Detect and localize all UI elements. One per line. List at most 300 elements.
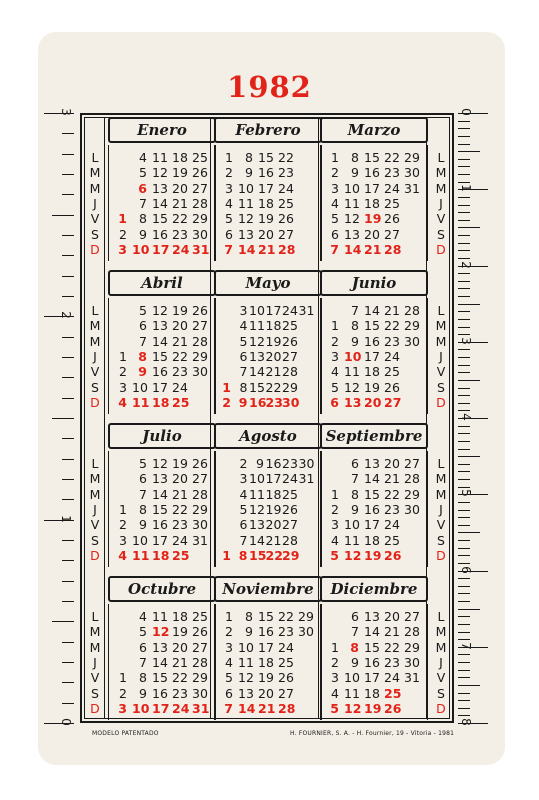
day-cell: 14 bbox=[249, 532, 265, 548]
day-cell: 9 bbox=[351, 654, 359, 670]
day-cell: 8 bbox=[351, 318, 359, 334]
weekday-letter-right: V bbox=[436, 364, 446, 380]
day-cell: 3 bbox=[119, 379, 127, 395]
day-cell: 25 bbox=[384, 364, 400, 380]
day-cell: 12 bbox=[152, 624, 170, 640]
weekday-letter-left: M bbox=[89, 486, 101, 502]
month-name: Diciembre bbox=[320, 576, 428, 602]
day-cell: 27 bbox=[192, 471, 208, 487]
day-cell: 12 bbox=[344, 211, 360, 227]
ruler-tick bbox=[458, 212, 470, 213]
weekday-letter-right: S bbox=[437, 226, 445, 242]
day-cell: 11 bbox=[152, 150, 168, 165]
ruler-tick bbox=[458, 449, 470, 450]
ruler-label: 0 bbox=[58, 718, 73, 726]
weekday-letter-left: M bbox=[89, 318, 101, 334]
day-cell: 13 bbox=[364, 609, 380, 624]
day-cell: 16 bbox=[364, 654, 380, 670]
day-cell: 8 bbox=[238, 547, 248, 563]
day-cell: 29 bbox=[404, 318, 420, 334]
day-cell: 30 bbox=[192, 226, 208, 242]
day-cell: 31 bbox=[192, 241, 210, 257]
weekday-letter-right: S bbox=[437, 532, 445, 548]
month-name: Julio bbox=[108, 423, 216, 449]
day-cell: 23 bbox=[384, 333, 400, 349]
day-cell: 11 bbox=[344, 195, 360, 211]
weekday-letter-right: V bbox=[436, 211, 446, 227]
day-cell: 13 bbox=[249, 348, 265, 364]
ruler-tick bbox=[52, 418, 74, 419]
weekday-letter-right: D bbox=[436, 394, 446, 410]
day-cell: 21 bbox=[172, 486, 188, 502]
ruler-tick bbox=[458, 487, 470, 488]
day-cell: 30 bbox=[192, 364, 208, 380]
day-cell: 14 bbox=[238, 241, 256, 257]
day-cell: 28 bbox=[282, 532, 298, 548]
day-cell: 3 bbox=[239, 471, 248, 487]
day-cell: 12 bbox=[344, 379, 360, 395]
day-cell: 14 bbox=[152, 333, 168, 349]
day-cell: 14 bbox=[364, 471, 380, 487]
day-cell: 20 bbox=[172, 318, 188, 334]
ruler-tick bbox=[62, 499, 74, 500]
ruler-tick bbox=[62, 255, 74, 256]
weekday-letter-right: M bbox=[435, 180, 447, 196]
day-cell: 27 bbox=[282, 517, 298, 533]
day-cell: 22 bbox=[265, 379, 282, 395]
day-cell: 2 bbox=[222, 394, 231, 410]
day-cell: 1 bbox=[331, 150, 339, 165]
day-cell: 22 bbox=[265, 547, 283, 563]
day-cell: 10 bbox=[344, 670, 360, 686]
weekday-letter-left: S bbox=[91, 379, 99, 395]
weekday-letter-left: M bbox=[89, 471, 101, 487]
ruler-tick bbox=[458, 311, 470, 312]
weekday-letter-right: L bbox=[437, 150, 445, 165]
day-cell: 25 bbox=[282, 486, 298, 502]
day-cell: 3 bbox=[118, 241, 127, 257]
ruler-label: 7 bbox=[458, 641, 473, 650]
day-cell: 1 bbox=[119, 670, 127, 686]
day-cell: 2 bbox=[225, 624, 233, 640]
day-cell: 20 bbox=[172, 639, 188, 655]
day-cell: 31 bbox=[298, 303, 315, 318]
day-cell: 23 bbox=[282, 456, 298, 471]
ruler-tick bbox=[458, 441, 470, 442]
ruler-tick bbox=[458, 243, 470, 244]
day-cell: 9 bbox=[245, 165, 253, 181]
day-cell: 9 bbox=[351, 333, 359, 349]
ruler-tick bbox=[458, 166, 470, 167]
day-cell: 20 bbox=[265, 517, 282, 533]
day-cell: 10 bbox=[344, 180, 360, 196]
day-cell: 26 bbox=[384, 211, 400, 227]
ruler-tick bbox=[62, 133, 74, 134]
day-cell: 30 bbox=[192, 517, 208, 533]
day-cell: 29 bbox=[192, 670, 208, 686]
ruler-tick bbox=[458, 708, 470, 709]
weekday-letter-right: L bbox=[437, 609, 445, 624]
day-cell: 6 bbox=[225, 226, 233, 242]
day-cell: 10 bbox=[344, 517, 360, 533]
day-cell: 10 bbox=[132, 379, 148, 395]
day-cell: 29 bbox=[298, 609, 314, 624]
ruler-tick bbox=[458, 327, 470, 328]
weekday-letter-right: S bbox=[437, 685, 445, 701]
ruler-tick bbox=[62, 642, 74, 643]
day-cell: 15 bbox=[152, 348, 168, 364]
month-mayo bbox=[214, 270, 322, 414]
day-cell: 3 bbox=[119, 532, 127, 548]
day-cell: 30 bbox=[192, 685, 208, 701]
day-cell: 15 bbox=[249, 379, 265, 395]
day-cell: 6 bbox=[139, 471, 147, 487]
day-cell: 24 bbox=[384, 670, 400, 686]
month-agosto bbox=[214, 423, 322, 567]
weekday-letter-right: M bbox=[435, 639, 447, 655]
day-cell: 22 bbox=[172, 348, 188, 364]
day-cell: 7 bbox=[239, 532, 248, 548]
day-cell: 29 bbox=[192, 211, 208, 227]
month-name: Septiembre bbox=[320, 423, 428, 449]
day-cell: 25 bbox=[282, 318, 298, 334]
day-cell: 27 bbox=[384, 394, 402, 410]
day-cell: 20 bbox=[364, 226, 380, 242]
ruler-tick bbox=[62, 438, 74, 439]
day-cell: 28 bbox=[384, 241, 402, 257]
day-cell: 3 bbox=[331, 670, 339, 686]
day-cell: 4 bbox=[331, 685, 339, 701]
day-cell: 19 bbox=[364, 700, 382, 716]
ruler-tick bbox=[62, 296, 74, 297]
day-cell: 11 bbox=[249, 486, 265, 502]
day-cell: 20 bbox=[258, 226, 274, 242]
month-name: Abril bbox=[108, 270, 216, 296]
day-cell: 23 bbox=[384, 165, 400, 181]
weekday-letter-left: M bbox=[89, 180, 101, 196]
day-cell: 21 bbox=[172, 654, 188, 670]
day-cell: 26 bbox=[192, 165, 208, 181]
day-cell: 5 bbox=[139, 456, 147, 471]
day-cell: 4 bbox=[225, 654, 233, 670]
ruler-tick bbox=[458, 563, 470, 564]
ruler-tick bbox=[458, 578, 470, 579]
day-cell: 10 bbox=[249, 471, 265, 487]
day-cell: 22 bbox=[172, 501, 188, 517]
day-cell: 15 bbox=[364, 639, 380, 655]
day-cell: 18 bbox=[152, 547, 170, 563]
day-cell: 9 bbox=[139, 226, 147, 242]
day-cell: 23 bbox=[172, 226, 188, 242]
day-cell: 1 bbox=[119, 501, 127, 517]
weekday-letter-right: M bbox=[435, 624, 447, 640]
day-cell: 23 bbox=[384, 501, 400, 517]
day-cell: 11 bbox=[238, 654, 254, 670]
ruler-tick bbox=[458, 700, 470, 701]
ruler-tick bbox=[458, 250, 470, 251]
day-cell: 31 bbox=[192, 700, 210, 716]
footer-right: H. FOURNIER, S. A. - H. Fournier, 19 - Vitoria - 1981 bbox=[290, 730, 455, 737]
day-cell: 20 bbox=[258, 685, 274, 701]
month-febrero bbox=[214, 117, 322, 261]
day-cell: 11 bbox=[152, 609, 168, 624]
day-cell: 21 bbox=[384, 624, 400, 640]
day-cell: 1 bbox=[225, 609, 233, 624]
day-cell: 24 bbox=[172, 700, 190, 716]
ruler-tick bbox=[458, 464, 470, 465]
day-cell: 2 bbox=[225, 165, 233, 181]
day-cell: 13 bbox=[152, 471, 168, 487]
day-cell: 5 bbox=[330, 700, 339, 716]
day-cell: 27 bbox=[192, 318, 208, 334]
weekday-letter-left: J bbox=[93, 501, 97, 517]
ruler-tick bbox=[458, 319, 470, 320]
ruler-tick bbox=[458, 151, 480, 152]
day-cell: 6 bbox=[138, 180, 147, 196]
day-cell: 25 bbox=[172, 394, 190, 410]
day-cell: 21 bbox=[258, 700, 276, 716]
day-cell: 25 bbox=[278, 654, 294, 670]
day-cell: 7 bbox=[351, 471, 359, 487]
day-cell: 16 bbox=[152, 517, 168, 533]
day-cell: 23 bbox=[172, 364, 188, 380]
day-cell: 20 bbox=[172, 180, 188, 196]
day-cell: 24 bbox=[278, 180, 294, 196]
day-cell: 26 bbox=[278, 670, 294, 686]
day-cell: 12 bbox=[238, 670, 254, 686]
ruler-tick bbox=[458, 426, 470, 427]
day-cell: 18 bbox=[265, 486, 282, 502]
ruler-tick bbox=[458, 372, 470, 373]
ruler-tick bbox=[458, 288, 470, 289]
day-cell: 15 bbox=[364, 486, 380, 502]
ruler-label: 0 bbox=[458, 108, 473, 116]
day-cell: 3 bbox=[239, 303, 248, 318]
day-cell: 6 bbox=[331, 226, 339, 242]
day-cell: 14 bbox=[152, 654, 168, 670]
day-cell: 15 bbox=[152, 670, 168, 686]
day-cell: 4 bbox=[118, 394, 127, 410]
day-cell: 27 bbox=[192, 180, 208, 196]
day-cell: 5 bbox=[331, 379, 339, 395]
day-cell: 18 bbox=[172, 150, 188, 165]
weekday-letter-left: M bbox=[89, 639, 101, 655]
day-cell: 9 bbox=[138, 364, 147, 380]
day-cell: 23 bbox=[172, 685, 188, 701]
day-cell: 5 bbox=[225, 670, 233, 686]
day-cell: 15 bbox=[258, 609, 274, 624]
day-cell: 25 bbox=[172, 547, 190, 563]
day-cell: 21 bbox=[265, 364, 282, 380]
ruler-label: 8 bbox=[458, 718, 473, 726]
weekday-letter-left: D bbox=[90, 547, 100, 563]
day-cell: 23 bbox=[278, 165, 294, 181]
day-cell: 4 bbox=[118, 547, 127, 563]
month-name: Noviembre bbox=[214, 576, 322, 602]
day-cell: 10 bbox=[344, 348, 362, 364]
day-cell: 18 bbox=[364, 685, 380, 701]
day-cell: 4 bbox=[239, 318, 248, 334]
day-cell: 28 bbox=[404, 303, 420, 318]
day-cell: 27 bbox=[282, 348, 298, 364]
day-cell: 22 bbox=[278, 609, 294, 624]
day-cell: 17 bbox=[265, 471, 282, 487]
day-cell: 8 bbox=[239, 379, 248, 395]
day-cell: 15 bbox=[364, 318, 380, 334]
day-cell: 11 bbox=[132, 394, 150, 410]
day-cell: 2 bbox=[331, 165, 339, 181]
ruler-label: 1 bbox=[458, 184, 473, 193]
day-cell: 29 bbox=[282, 379, 298, 395]
ruler-label: 6 bbox=[458, 565, 473, 574]
ruler-tick bbox=[458, 677, 470, 678]
day-cell: 21 bbox=[172, 333, 188, 349]
ruler-tick bbox=[62, 235, 74, 236]
day-cell: 16 bbox=[265, 456, 282, 471]
weekday-letter-left: L bbox=[91, 150, 99, 165]
day-cell: 5 bbox=[139, 303, 147, 318]
day-cell: 18 bbox=[172, 609, 188, 624]
day-cell: 10 bbox=[249, 303, 265, 318]
day-cell: 7 bbox=[139, 195, 147, 211]
day-cell: 27 bbox=[278, 685, 294, 701]
ruler-tick bbox=[458, 197, 470, 198]
ruler-tick bbox=[458, 502, 470, 503]
day-cell: 25 bbox=[384, 532, 400, 548]
day-cell: 12 bbox=[238, 211, 254, 227]
day-cell: 14 bbox=[344, 241, 362, 257]
day-cell: 9 bbox=[139, 517, 147, 533]
day-cell: 26 bbox=[192, 303, 208, 318]
ruler-tick bbox=[62, 174, 74, 175]
ruler-tick bbox=[458, 532, 480, 533]
weekday-letter-right: M bbox=[435, 165, 447, 181]
ruler-tick bbox=[458, 136, 470, 137]
weekday-letter-right: J bbox=[439, 654, 443, 670]
day-cell: 16 bbox=[258, 165, 274, 181]
ruler-tick bbox=[458, 395, 470, 396]
ruler-tick bbox=[458, 601, 470, 602]
day-cell: 2 bbox=[119, 364, 127, 380]
weekday-letter-right: D bbox=[436, 700, 446, 716]
day-cell: 28 bbox=[192, 486, 208, 502]
day-cell: 6 bbox=[139, 639, 147, 655]
day-cell: 14 bbox=[152, 195, 168, 211]
day-cell: 13 bbox=[344, 226, 360, 242]
ruler-tick bbox=[458, 433, 470, 434]
day-cell: 15 bbox=[258, 150, 274, 165]
ruler-tick bbox=[458, 456, 480, 457]
day-cell: 24 bbox=[172, 379, 188, 395]
day-cell: 24 bbox=[384, 348, 400, 364]
day-cell: 14 bbox=[364, 624, 380, 640]
day-cell: 3 bbox=[331, 348, 339, 364]
ruler-tick bbox=[52, 215, 74, 216]
weekday-letter-left: L bbox=[91, 609, 99, 624]
day-cell: 8 bbox=[245, 150, 253, 165]
weekday-letter-right: L bbox=[437, 456, 445, 471]
day-cell: 8 bbox=[245, 609, 253, 624]
ruler-tick bbox=[458, 616, 470, 617]
day-cell: 28 bbox=[404, 624, 420, 640]
weekday-letter-left: V bbox=[90, 517, 100, 533]
day-cell: 29 bbox=[192, 501, 208, 517]
ruler-tick bbox=[458, 593, 470, 594]
day-cell: 13 bbox=[238, 685, 254, 701]
day-cell: 17 bbox=[364, 180, 380, 196]
ruler-tick bbox=[458, 555, 470, 556]
day-cell: 4 bbox=[331, 195, 339, 211]
ruler-tick bbox=[62, 398, 74, 399]
column-divider bbox=[426, 117, 427, 719]
day-cell: 5 bbox=[225, 211, 233, 227]
day-cell: 3 bbox=[225, 639, 233, 655]
ruler-tick bbox=[62, 703, 74, 704]
day-cell: 12 bbox=[152, 303, 168, 318]
ruler-tick bbox=[458, 235, 470, 236]
month-name: Octubre bbox=[108, 576, 216, 602]
ruler-tick bbox=[458, 586, 470, 587]
ruler-tick bbox=[62, 662, 74, 663]
day-cell: 27 bbox=[404, 609, 420, 624]
weekday-letter-left: L bbox=[91, 456, 99, 471]
ruler-tick bbox=[458, 410, 470, 411]
month-junio bbox=[320, 270, 428, 414]
day-cell: 31 bbox=[298, 471, 315, 487]
day-cell: 19 bbox=[364, 547, 382, 563]
ruler-tick bbox=[458, 510, 470, 511]
weekday-letter-left: V bbox=[90, 670, 100, 686]
ruler-left bbox=[36, 108, 76, 726]
day-cell: 28 bbox=[404, 471, 420, 487]
day-cell: 18 bbox=[364, 195, 380, 211]
day-cell: 17 bbox=[152, 700, 170, 716]
day-cell: 1 bbox=[331, 486, 339, 502]
day-cell: 19 bbox=[172, 165, 188, 181]
day-cell: 22 bbox=[384, 486, 400, 502]
ruler-tick bbox=[458, 662, 470, 663]
day-cell: 16 bbox=[152, 226, 168, 242]
footer-left: MODELO PATENTADO bbox=[92, 730, 159, 737]
ruler-label: 2 bbox=[458, 260, 473, 269]
day-cell: 28 bbox=[192, 195, 208, 211]
day-cell: 4 bbox=[225, 195, 233, 211]
day-cell: 16 bbox=[364, 333, 380, 349]
day-cell: 5 bbox=[331, 211, 339, 227]
day-cell: 31 bbox=[192, 532, 208, 548]
day-cell: 2 bbox=[239, 456, 248, 471]
day-cell: 18 bbox=[152, 394, 170, 410]
ruler-tick bbox=[458, 121, 470, 122]
day-cell: 26 bbox=[384, 379, 400, 395]
day-cell: 3 bbox=[331, 517, 339, 533]
day-cell: 16 bbox=[249, 394, 267, 410]
day-cell: 10 bbox=[238, 639, 254, 655]
day-cell: 15 bbox=[152, 211, 168, 227]
day-cell: 17 bbox=[364, 348, 380, 364]
month-marzo bbox=[320, 117, 428, 261]
day-cell: 21 bbox=[384, 303, 400, 318]
day-cell: 9 bbox=[351, 501, 359, 517]
day-cell: 6 bbox=[139, 318, 147, 334]
day-cell: 5 bbox=[239, 333, 248, 349]
weekday-letter-right: V bbox=[436, 670, 446, 686]
month-name: Febrero bbox=[214, 117, 322, 143]
day-cell: 7 bbox=[351, 624, 359, 640]
day-cell: 2 bbox=[119, 226, 127, 242]
day-cell: 6 bbox=[351, 456, 359, 471]
day-cell: 8 bbox=[139, 670, 147, 686]
